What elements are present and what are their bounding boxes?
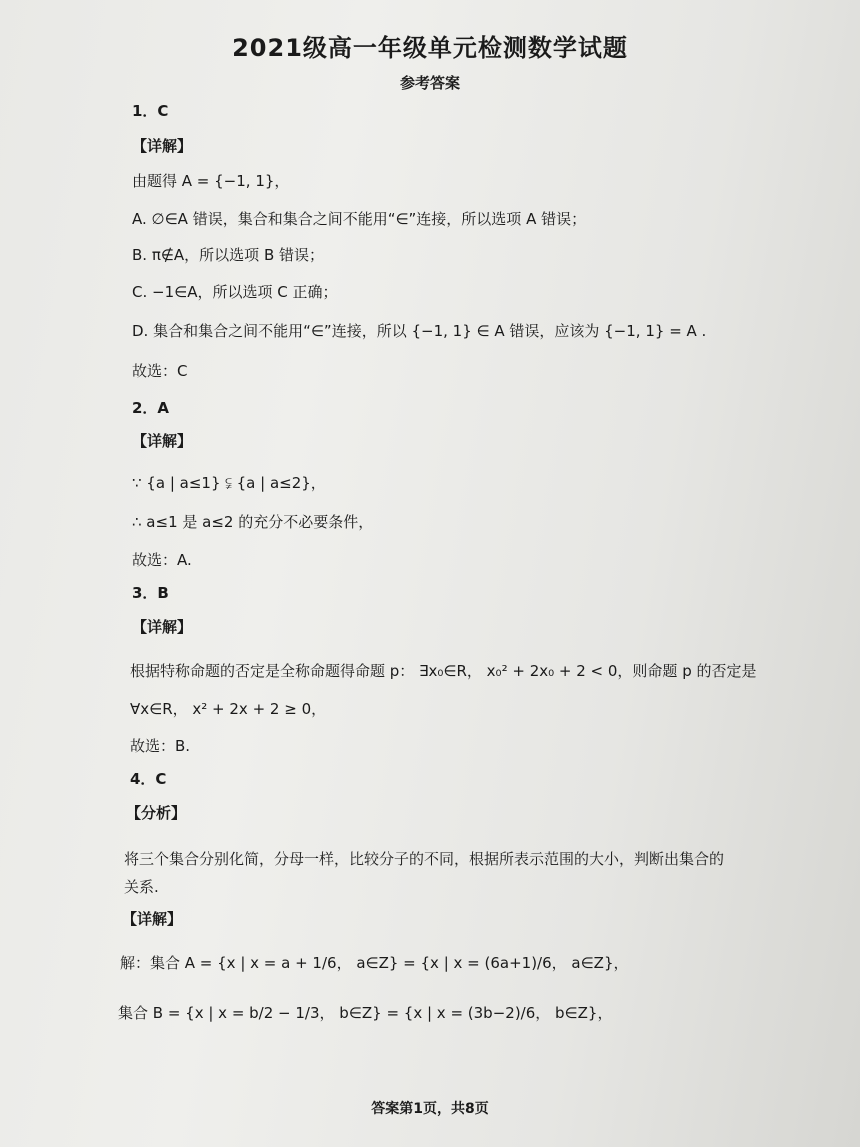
solution-line: B. π∉A，所以选项 B 错误； <box>132 246 325 264</box>
solution-line: ∴ a≤1 是 a≤2 的充分不必要条件， <box>132 513 374 531</box>
solution-line: 由题得 A = {−1, 1}， <box>132 172 290 190</box>
solution-line: 根据特称命题的否定是全称命题得命题 p： ∃x₀∈R， x₀² + 2x₀ + 2 < 0，则命题 p 的否定是 <box>130 662 757 680</box>
solution-line: 解：集合 A = {x | x = a + 1/6， a∈Z} = {x | x = (6a+1)/6， a∈Z}， <box>120 954 629 972</box>
section-label: 【分析】 <box>126 804 187 822</box>
section-label: 【详解】 <box>132 432 193 450</box>
solution-line: A. ∅∈A 错误，集合和集合之间不能用“∈”连接，所以选项 A 错误； <box>132 210 587 228</box>
solution-line: C. −1∈A，所以选项 C 正确； <box>132 283 338 301</box>
solution-line: 故选：A. <box>132 551 192 569</box>
solution-line: ∵ {a | a≤1} ⫋ {a | a≤2}， <box>132 474 326 492</box>
page-footer: 答案第1页，共8页 <box>371 1101 489 1117</box>
section-label: 【详解】 <box>132 618 193 636</box>
document-subtitle: 参考答案 <box>399 74 460 92</box>
document-title: 2021级高一年级单元检测数学试题 <box>232 34 628 62</box>
solution-line: 故选：C <box>132 362 188 380</box>
solution-line: D. 集合和集合之间不能用“∈”连接，所以 {−1, 1} ∈ A 错误，应该为 {−1, 1} = A . <box>132 322 707 340</box>
solution-line: 集合 B = {x | x = b/2 − 1/3， b∈Z} = {x | x = (3b−2)/6， b∈Z}， <box>118 1004 613 1022</box>
answer-1-heading: 1．C <box>132 102 169 120</box>
solution-line: ∀x∈R， x² + 2x + 2 ≥ 0， <box>130 700 327 718</box>
answer-4-heading: 4．C <box>130 770 167 788</box>
solution-line: 故选：B. <box>130 737 191 755</box>
answer-2-heading: 2．A <box>132 399 170 417</box>
solution-line: 关系. <box>124 878 159 896</box>
section-label: 【详解】 <box>122 910 183 928</box>
section-label: 【详解】 <box>132 137 193 155</box>
solution-line: 将三个集合分别化简，分母一样，比较分子的不同，根据所表示范围的大小，判断出集合的 <box>124 850 725 868</box>
answer-3-heading: 3．B <box>132 584 169 602</box>
